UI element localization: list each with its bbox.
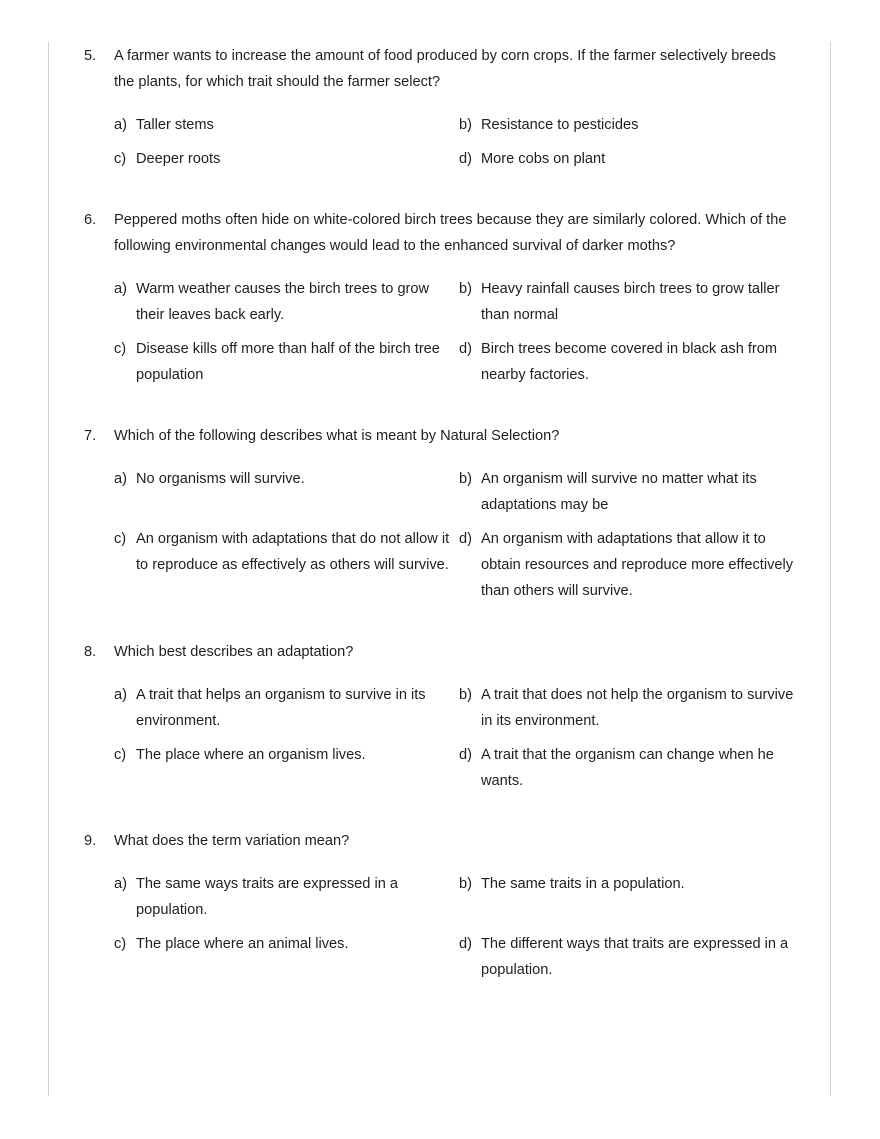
choice-text: A trait that the organism can change when he wants. [481,747,774,789]
choice-text: No organisms will survive. [136,471,305,487]
choice-a[interactable] [114,466,459,518]
choice-letter: d) [459,936,472,952]
question-stem [84,43,800,95]
choice-c[interactable] [114,742,459,794]
choice-text: Deeper roots [136,151,221,167]
choice-a[interactable] [114,276,459,328]
question-stem [84,207,800,259]
choice-letter: a) [114,687,127,703]
choice-d[interactable] [459,742,800,794]
choice-letter: d) [459,341,472,357]
choice-letter: a) [114,471,127,487]
choice-b[interactable] [459,682,800,734]
choice-letter: c) [114,936,127,952]
question-number: 8. [84,644,97,660]
choice-text: The same traits in a population. [481,876,685,892]
question-stem [84,423,800,449]
choice-letter: a) [114,281,127,297]
answer-choices [114,466,800,604]
question-number: 9. [84,833,97,849]
question-7 [84,423,800,604]
answer-choices [114,276,800,388]
choice-text: The same ways traits are expressed in a population. [136,876,398,918]
choice-c[interactable] [114,146,459,172]
answer-choices [114,871,800,983]
choice-letter: b) [459,876,472,892]
choice-letter: c) [114,341,127,357]
choice-c[interactable] [114,931,459,983]
choice-text: Birch trees become covered in black ash from nearby factories. [481,341,778,383]
question-number: 6. [84,212,97,228]
choice-letter: c) [114,531,127,547]
question-stem [84,639,800,665]
choice-text: The place where an animal lives. [136,936,349,952]
choice-b[interactable] [459,871,800,923]
question-8 [84,639,800,794]
choice-text: A trait that helps an organism to survive in its environment. [136,687,426,729]
page-border-right [830,42,831,1096]
choice-a[interactable] [114,871,459,923]
question-text: Which of the following describes what is meant by Natural Selection? [114,428,560,444]
choice-letter: b) [459,687,472,703]
choice-d[interactable] [459,526,800,604]
choice-a[interactable] [114,682,459,734]
answer-choices [114,682,800,794]
answer-choices [114,112,800,172]
question-6 [84,207,800,388]
choice-letter: d) [459,747,472,763]
question-text: What does the term variation mean? [114,833,350,849]
choice-letter: c) [114,747,127,763]
choice-letter: d) [459,531,472,547]
choice-text: The place where an organism lives. [136,747,366,763]
choice-text: More cobs on plant [481,151,606,167]
choice-letter: a) [114,117,127,133]
choice-letter: b) [459,117,472,133]
choice-text: An organism will survive no matter what its adaptations may be [481,471,757,513]
question-number: 7. [84,428,97,444]
choice-text: Disease kills off more than half of the birch tree population [136,341,440,383]
choice-letter: b) [459,471,472,487]
choice-text: An organism with adaptations that allow it to obtain resources and reproduce more effectively than others will survive. [481,531,794,599]
choice-letter: b) [459,281,472,297]
choice-text: The different ways that traits are expressed in a population. [481,936,789,978]
choice-text: Heavy rainfall causes birch trees to grow taller than normal [481,281,780,323]
choice-text: Resistance to pesticides [481,117,639,133]
choice-letter: a) [114,876,127,892]
question-9 [84,828,800,983]
choice-b[interactable] [459,466,800,518]
choice-letter: c) [114,151,127,167]
question-text: A farmer wants to increase the amount of food produced by corn crops. If the farmer selectively breeds the plants, for which trait should the farmer select? [114,48,776,90]
question-number: 5. [84,48,97,64]
choice-text: Warm weather causes the birch trees to grow their leaves back early. [136,281,430,323]
choice-d[interactable] [459,336,800,388]
question-stem [84,828,800,854]
choice-b[interactable] [459,112,800,138]
choice-b[interactable] [459,276,800,328]
choice-text: A trait that does not help the organism to survive in its environment. [481,687,794,729]
choice-c[interactable] [114,336,459,388]
question-5 [84,43,800,172]
question-text: Peppered moths often hide on white-colored birch trees because they are similarly colored. Which of the following environmental changes would lead to the enhanced survival of darker moths? [114,212,787,254]
question-text: Which best describes an adaptation? [114,644,354,660]
choice-c[interactable] [114,526,459,604]
choice-d[interactable] [459,931,800,983]
page-border-left [48,42,49,1096]
choice-text: Taller stems [136,117,214,133]
choice-letter: d) [459,151,472,167]
choice-a[interactable] [114,112,459,138]
choice-text: An organism with adaptations that do not allow it to reproduce as effectively as others will survive. [136,531,450,573]
choice-d[interactable] [459,146,800,172]
